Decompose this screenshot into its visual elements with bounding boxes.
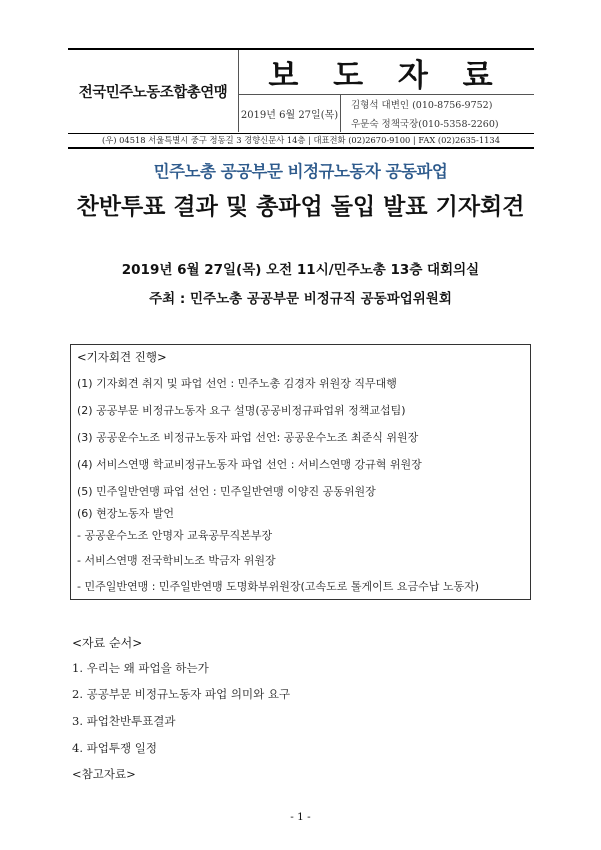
press-release-header: [68, 48, 534, 135]
reference-title: <참고자료>: [72, 767, 136, 781]
address-line: (우) 04518 서울특별시 중구 정동길 3 경향신문사 14층 | 대표전화 (02)2670-9100 | FAX (02)2635-1134: [68, 133, 534, 149]
agenda-item: - 서비스연맹 전국학비노조 박금자 위원장: [77, 554, 276, 567]
agenda-box: [70, 344, 531, 600]
agenda-item: (2) 공공부문 비정규노동자 요구 설명(공공비정규파업위 정책교섭팀): [77, 404, 406, 417]
materials-title: <자료 순서>: [72, 636, 143, 650]
contact-policy-director: 우문숙 정책국장(010-5358-2260): [351, 119, 499, 130]
subtitle: 민주노총 공공부문 비정규노동자 공동파업: [153, 162, 448, 181]
agenda-item: (3) 공공운수노조 비정규노동자 파업 선언: 공공운수노조 최준식 위원장: [77, 431, 419, 444]
contact-info: [341, 94, 534, 132]
page-title: 찬반투표 결과 및 총파업 돌입 발표 기자회견: [76, 194, 525, 220]
agenda-title: <기자회견 진행>: [77, 350, 167, 364]
agenda-item: - 민주일반연맹 : 민주일반연맹 도명화부위원장(고속도로 톨게이트 요금수납 노동자): [77, 580, 480, 593]
agenda-item: - 공공운수노조 안명자 교육공무직본부장: [77, 529, 273, 542]
release-date: 2019년 6월 27일(목): [239, 94, 341, 132]
materials-item: 3. 파업찬반투표결과: [72, 714, 176, 728]
agenda-item: (1) 기자회견 취지 및 파업 선언 : 민주노총 김경자 위원장 직무대행: [77, 377, 397, 390]
agenda-item: (5) 민주일반연맹 파업 선언 : 민주일반연맹 이양진 공동위원장: [77, 485, 376, 498]
event-host: 주최 : 민주노총 공공부문 비정규직 공동파업위원회: [149, 291, 452, 307]
materials-item: 2. 공공부문 비정규노동자 파업 의미와 요구: [72, 687, 291, 701]
contact-spokesperson: 김형석 대변인 (010-8756-9752): [351, 100, 493, 111]
materials-item: 1. 우리는 왜 파업을 하는가: [72, 661, 209, 675]
agenda-item: (4) 서비스연맹 학교비정규노동자 파업 선언 : 서비스연맹 강규혁 위원장: [77, 458, 422, 471]
doc-type-title: 보 도 자 료: [239, 50, 534, 95]
materials-item: 4. 파업투쟁 일정: [72, 741, 157, 755]
event-datetime: 2019년 6월 27일(목) 오전 11시/민주노총 13층 대회의실: [121, 262, 480, 278]
page-number: - 1 -: [290, 811, 311, 823]
org-name: 전국민주노동조합총연맹: [68, 50, 239, 132]
agenda-item: (6) 현장노동자 발언: [77, 507, 174, 520]
